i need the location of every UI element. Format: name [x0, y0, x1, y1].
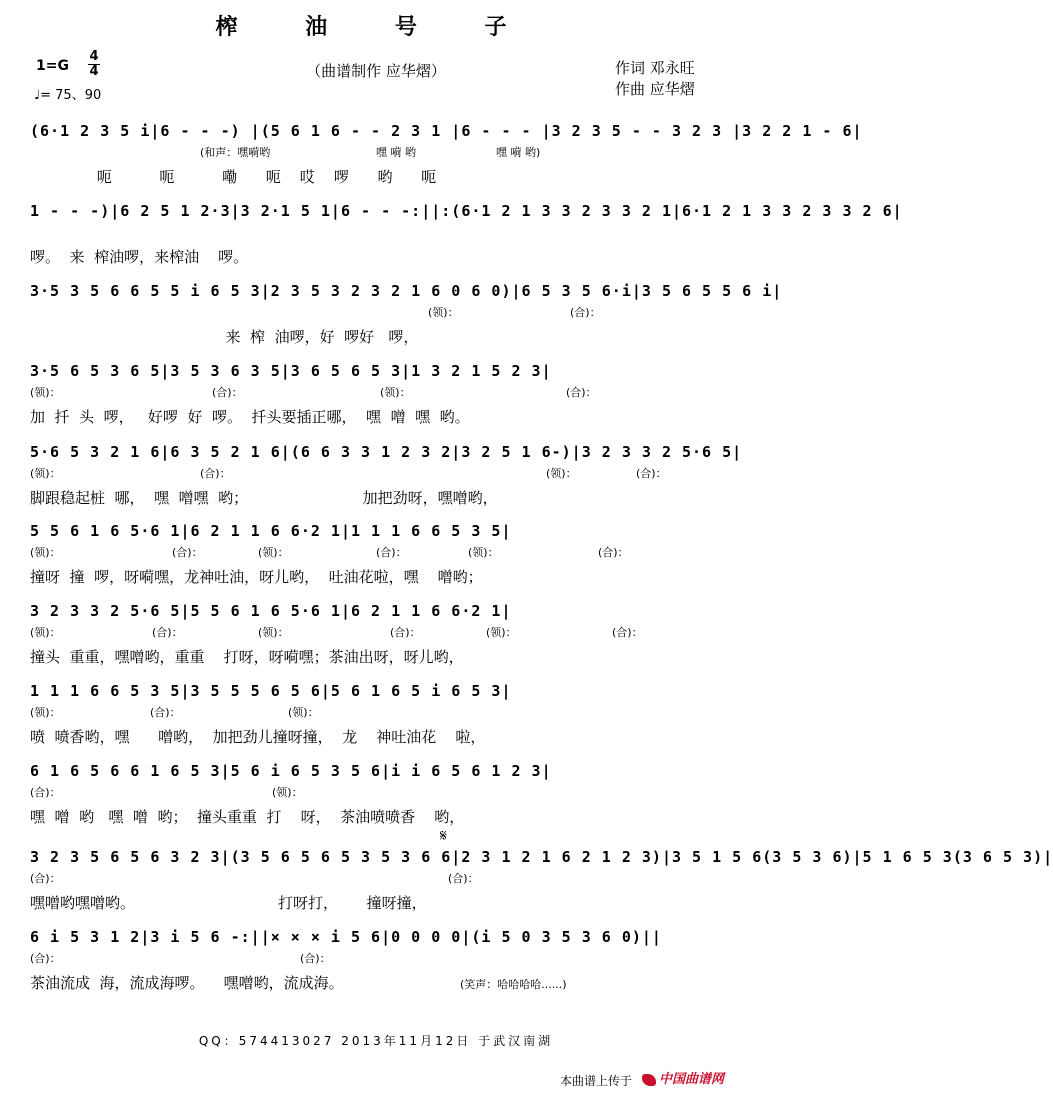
part-marker: (合)： — [612, 626, 643, 639]
part-marker: (领)： — [272, 786, 303, 799]
part-marker: (领)： — [30, 706, 61, 719]
part-marker: (和声：嘿嗬哟 — [200, 146, 271, 159]
page-title: 榨 油 号 子 — [215, 14, 537, 40]
logo-text: 中国曲谱网 — [659, 1072, 725, 1087]
part-marker: (合)： — [300, 952, 331, 965]
lyric-line: 脚跟稳起桩 哪， 嘿 噌嘿 哟； 加把劲呀，嘿噌哟， — [30, 489, 498, 507]
credits — [615, 58, 695, 100]
part-marker: (合)： — [448, 872, 479, 885]
composer: 作曲 应华熠 — [615, 80, 695, 98]
upload-label: 本曲谱上传于 — [560, 1074, 633, 1088]
part-marker: (合)： — [172, 546, 203, 559]
part-marker: (合)： — [376, 546, 407, 559]
lyric-line: 茶油流成 海，流成海啰。 嘿噌哟，流成海。 — [30, 974, 344, 992]
part-marker: (领)： — [428, 306, 459, 319]
score-maker: （曲谱制作 应华熠） — [306, 62, 446, 80]
segno-icon: 𝄋 — [440, 826, 447, 845]
logo-icon — [642, 1074, 656, 1086]
part-marker: (合)： — [566, 386, 597, 399]
part-marker: (合)： — [570, 306, 601, 319]
part-marker: (合)： — [200, 467, 231, 480]
notation-line: 1 1 1 6 6 5 3 5|3 5 5 5 6 5 6|5 6 1 6 5 i 6 5 3| — [30, 682, 512, 700]
part-marker: (合)： — [150, 706, 181, 719]
lyric-line: 嘿噌哟嘿噌哟。 打呀打， 撞呀撞， — [30, 894, 427, 912]
lyricist: 作词 邓永旺 — [615, 59, 695, 77]
part-marker: 嘿 嗬 哟) — [496, 146, 541, 159]
part-marker: (领)： — [30, 467, 61, 480]
notation-line: 3·5 6 5 3 6 5|3 5 3 6 3 5|3 6 5 6 5 3|1 3 2 1 5 2 3| — [30, 362, 552, 380]
notation-line: 6 1 6 5 6 6 1 6 5 3|5 6 i 6 5 3 5 6|i i 6 5 6 1 2 3| — [30, 762, 552, 780]
lyric-line: 撞头 重重，嘿噌哟，重重 打呀，呀嗬嘿；茶油出呀，呀儿哟， — [30, 648, 464, 666]
part-marker: 嘿 嗬 哟 — [376, 146, 416, 159]
part-marker: (合)： — [390, 626, 421, 639]
part-marker: (领)： — [486, 626, 517, 639]
laugh-note: (笑声：哈哈哈哈......) — [460, 978, 567, 991]
site-logo — [642, 1068, 724, 1087]
part-marker: (合)： — [30, 786, 61, 799]
notation-line: 3·5 3 5 6 6 5 5 i 6 5 3|2 3 5 3 2 3 2 1 6 0 6 0)|6 5 3 5 6·i|3 5 6 5 5 6 i| — [30, 282, 783, 300]
key-signature: 1=G — [36, 58, 69, 74]
tempo-marking: ♩= 75、90 — [34, 88, 102, 103]
part-marker: (合)： — [212, 386, 243, 399]
part-marker: (合)： — [636, 467, 667, 480]
lyric-line: 嘿 噌 哟 嘿 噌 哟； 撞头重重 打 呀， 茶油喷喷香 哟， — [30, 808, 465, 826]
lyric-line: 喷 喷香哟，嘿 噌哟， 加把劲儿撞呀撞， 龙 神吐油花 啦， — [30, 728, 486, 746]
part-marker: (领)： — [380, 386, 411, 399]
part-marker: (领)： — [30, 546, 61, 559]
part-marker: (领)： — [468, 546, 499, 559]
part-marker: (合)： — [598, 546, 629, 559]
notation-line: 3 2 3 3 2 5·6 5|5 5 6 1 6 5·6 1|6 2 1 1 6 6·2 1| — [30, 602, 512, 620]
part-marker: (领)： — [258, 626, 289, 639]
notation-line: (6·1 2 3 5 i|6 - - -) |(5 6 1 6 - - 2 3 1 |6 - - - |3 2 3 5 - - 3 2 3 |3 2 2 1 - 6| — [30, 122, 863, 140]
part-marker: (领)： — [30, 626, 61, 639]
notation-line: 5 5 6 1 6 5·6 1|6 2 1 1 6 6·2 1|1 1 1 6 6 5 3 5| — [30, 522, 512, 540]
meter-top: 4 — [89, 49, 99, 64]
meter-bottom: 4 — [89, 64, 99, 79]
part-marker: (合)： — [152, 626, 183, 639]
part-marker: (领)： — [30, 386, 61, 399]
part-marker: (领)： — [288, 706, 319, 719]
part-marker: (合)： — [30, 952, 61, 965]
part-marker: (领)： — [546, 467, 577, 480]
notation-line: 3 2 3 5 6 5 6 3 2 3|(3 5 6 5 6 5 3 5 3 6 6|2 3 1 2 1 6 2 1 2 3)|3 5 1 5 6(3 5 3 6)|5 1 6 5 3(3 6 5 3)| — [30, 848, 1053, 866]
lyric-line: 撞呀 撞 啰，呀嗬嘿，龙神吐油，呀儿哟， 吐油花啦，嘿 噌哟； — [30, 568, 483, 586]
lyric-line: 呃 呃 嘞 呃 哎 啰 哟 呃 — [30, 168, 437, 186]
notation-line: 1 - - -)|6 2 5 1 2·3|3 2·1 5 1|6 - - -:||:(6·1 2 1 3 3 2 3 3 2 1|6·1 2 1 3 3 2 3 3 2 6| — [30, 202, 903, 220]
notation-line: 5·6 5 3 2 1 6|6 3 5 2 1 6|(6 6 3 3 1 2 3 2|3 2 5 1 6-)|3 2 3 3 2 5·6 5| — [30, 443, 743, 461]
lyric-line: 来 榨 油啰，好 啰好 啰， — [30, 328, 419, 346]
part-marker: (合)： — [30, 872, 61, 885]
lyric-line: 啰。 来 榨油啰，来榨油 啰。 — [30, 248, 249, 266]
part-marker: (领)： — [258, 546, 289, 559]
footer-info: QQ：574413027 2013年11月12日 于武汉南湖 — [198, 1034, 554, 1048]
notation-line: 6 i 5 3 1 2|3 i 5 6 -:||× × × i 5 6|0 0 0 0|(i 5 0 3 5 3 6 0)|| — [30, 928, 662, 946]
lyric-line: 加 扦 头 啰， 好啰 好 啰。 扦头要插正哪， 嘿 噌 嘿 哟。 — [30, 408, 470, 426]
